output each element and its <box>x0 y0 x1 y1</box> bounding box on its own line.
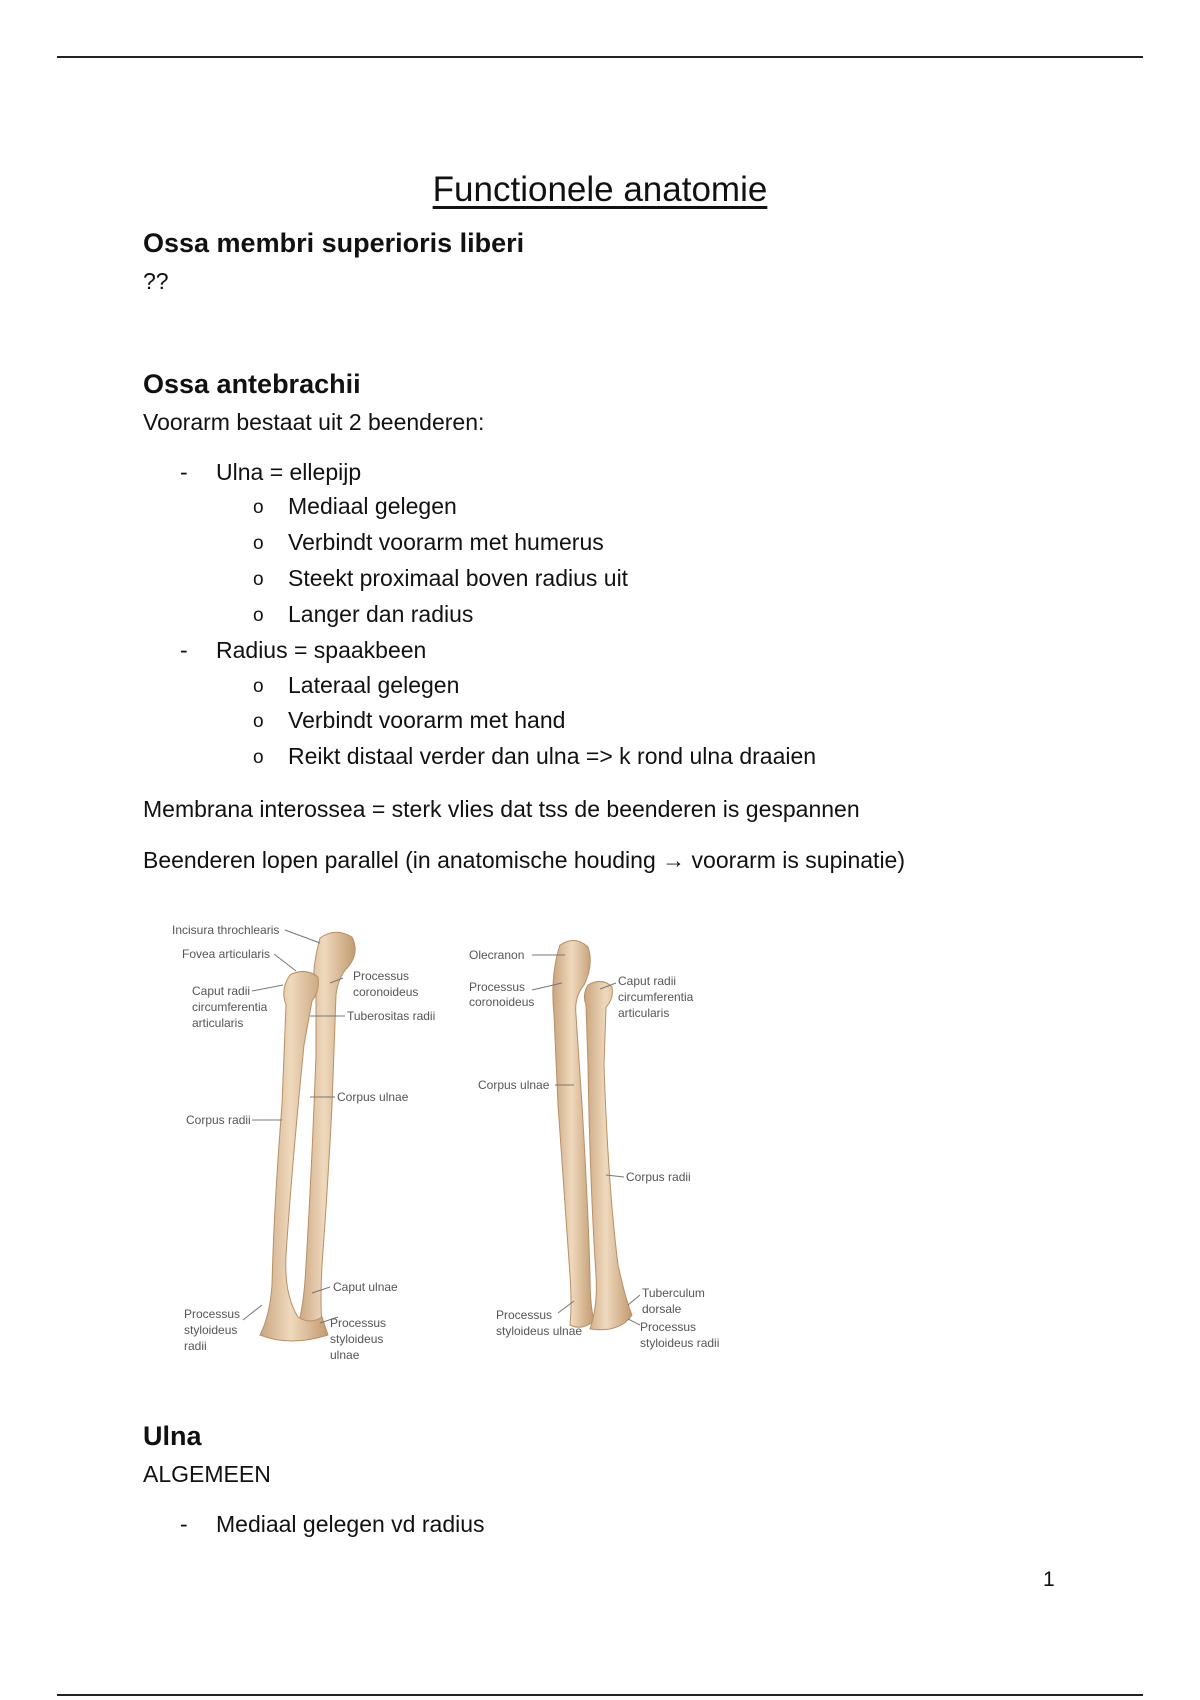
list-item: Steekt proximaal boven radius uit <box>288 565 629 591</box>
radius-bone <box>584 981 632 1329</box>
header-rule <box>57 56 1143 58</box>
sub-marker: o <box>253 711 264 732</box>
paragraph-parallel: Beenderen lopen parallel (in anatomische houding → voorarm is supinatie) <box>143 847 905 873</box>
label-caput-radii: articularis <box>618 1006 670 1020</box>
label-caput-radii: circumferentia <box>618 990 694 1004</box>
label-caput-radii: Caput radii <box>618 974 677 988</box>
list-item: Langer dan radius <box>288 601 474 627</box>
label-processus-styloideus-ulnae: ulnae <box>330 1348 360 1362</box>
sub-marker: o <box>253 497 264 518</box>
label-caput-radii: circumferentia <box>192 1000 268 1014</box>
sub-marker: o <box>253 676 264 697</box>
label-processus-coronoideus: coronoideus <box>353 985 419 999</box>
label-processus-coronoideus: Processus <box>469 980 526 994</box>
sub-marker: o <box>253 605 264 626</box>
label-processus-styloideus-ulnae: Processus <box>330 1316 387 1330</box>
label-corpus-radii: Corpus radii <box>626 1170 691 1184</box>
sub-marker: o <box>253 569 264 590</box>
posterior-view <box>469 940 719 1350</box>
heading-ossa-membri: Ossa membri superioris liberi <box>143 228 525 258</box>
label-processus-styloideus-radii: styloideus radii <box>640 1336 720 1350</box>
list-item-ulna: Ulna = ellepijp <box>216 459 362 485</box>
label-caput-radii: articularis <box>192 1016 244 1030</box>
paragraph-membrana: Membrana interossea = sterk vlies dat tss de beenderen is gespannen <box>143 796 860 822</box>
document-title: Functionele anatomie <box>432 170 768 209</box>
list-item: Mediaal gelegen vd radius <box>216 1511 485 1537</box>
list-item: Reikt distaal verder dan ulna => k rond ulna draaien <box>288 743 817 769</box>
footer-rule <box>57 1694 1143 1696</box>
anterior-view <box>172 923 435 1362</box>
label-processus-styloideus-radii: styloideus <box>184 1323 238 1337</box>
label-tuberculum-dorsale: Tuberculum <box>642 1286 705 1300</box>
forearm-illustration <box>170 905 790 1395</box>
list-item-radius: Radius = spaakbeen <box>216 637 427 663</box>
label-corpus-radii: Corpus radii <box>186 1113 251 1127</box>
label-incisura: Incisura throchlearis <box>172 923 280 937</box>
label-processus-styloideus-radii: Processus <box>640 1320 697 1334</box>
list-marker: - <box>180 1511 188 1537</box>
label-fovea: Fovea articularis <box>182 947 271 961</box>
sub-marker: o <box>253 747 264 768</box>
placeholder-text: ?? <box>143 268 169 294</box>
label-processus-coronoideus: coronoideus <box>469 995 535 1009</box>
label-tuberculum-dorsale: dorsale <box>642 1302 682 1316</box>
label-olecranon: Olecranon <box>469 948 525 962</box>
heading-ossa-antebrachii: Ossa antebrachii <box>143 369 361 399</box>
label-processus-coronoideus: Processus <box>353 969 410 983</box>
label-caput-radii: Caput radii <box>192 984 251 998</box>
list-marker: - <box>180 637 188 663</box>
list-item: Mediaal gelegen <box>288 493 457 519</box>
label-processus-styloideus-radii: Processus <box>184 1307 241 1321</box>
heading-ulna: Ulna <box>143 1421 202 1451</box>
forearm-bones-figure <box>170 905 790 1395</box>
list-marker: - <box>180 459 188 485</box>
list-item: Verbindt voorarm met hand <box>288 707 566 733</box>
label-caput-ulnae: Caput ulnae <box>333 1280 398 1294</box>
list-item: Verbindt voorarm met humerus <box>288 529 604 555</box>
label-processus-styloideus-radii: radii <box>184 1339 207 1353</box>
label-corpus-ulnae: Corpus ulnae <box>337 1090 409 1104</box>
intro-text: Voorarm bestaat uit 2 beenderen: <box>143 409 485 435</box>
page-number: 1 <box>1043 1568 1055 1591</box>
subheading-algemeen: ALGEMEEN <box>143 1461 271 1487</box>
label-processus-styloideus-ulnae: styloideus <box>330 1332 384 1346</box>
label-processus-styloideus-ulnae: Processus <box>496 1308 553 1322</box>
sub-marker: o <box>253 533 264 554</box>
label-corpus-ulnae: Corpus ulnae <box>478 1078 550 1092</box>
label-tuberositas-radii: Tuberositas radii <box>347 1009 436 1023</box>
label-processus-styloideus-ulnae: styloideus ulnae <box>496 1324 583 1338</box>
list-item: Lateraal gelegen <box>288 672 460 698</box>
